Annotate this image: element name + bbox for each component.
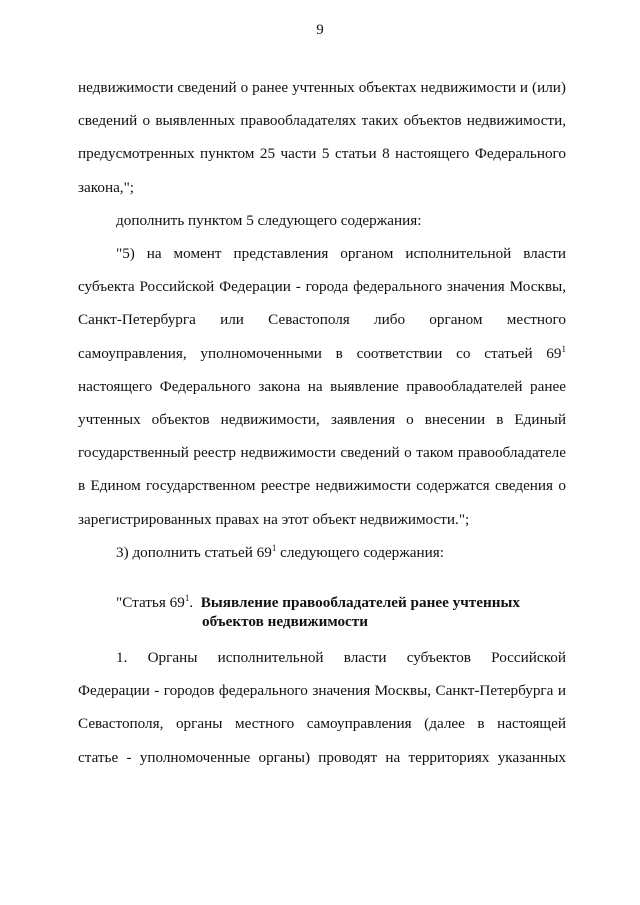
text-line: 1. Органы исполнительной власти субъектов Российской: [116, 649, 566, 666]
text-line: статье - уполномоченные органы) проводят на территориях указанных: [78, 748, 566, 766]
text-line: [78, 337, 566, 370]
superscript: 1: [561, 343, 566, 354]
text-line: зарегистрированных правах на этот объект недвижимости.";: [78, 510, 470, 528]
text-line: сведений о выявленных правообладателях таких объектов недвижимости,: [78, 112, 566, 130]
text-line: Санкт-Петербурга или Севастополя либо органом местного: [78, 311, 566, 329]
article-title-line2: объектов недвижимости: [202, 613, 369, 630]
page-number: 9: [316, 22, 324, 38]
text-fragment: следующего содержания:: [276, 543, 444, 561]
text-fragment: самоуправления, уполномоченными в соответствии со статьей 69: [78, 344, 562, 362]
article-title-line1: Выявление правообладателей ранее учтенных: [200, 594, 520, 611]
superscript: 1: [184, 592, 190, 603]
text-line: недвижимости сведений о ранее учтенных объектах недвижимости и (или): [78, 79, 566, 96]
article-body: [78, 641, 566, 774]
text-line: государственный реестр недвижимости сведений о таком правообладателе: [78, 444, 566, 462]
text-line: учтенных объектов недвижимости, заявления о внесении в Единый: [78, 411, 566, 429]
text-line: "5) на момент представления органом исполнительной власти: [116, 245, 566, 263]
text-fragment: 3) дополнить статьей 69: [116, 543, 272, 561]
article-prefix: "Статья 69: [116, 594, 185, 611]
text-line: предусмотренных пунктом 25 части 5 статьи 8 настоящего Федерального: [78, 145, 566, 163]
text-line: в Едином государственном реестре недвижимости содержатся сведения о: [78, 477, 566, 495]
text-line: настоящего Федерального закона на выявление правообладателей ранее: [78, 377, 566, 395]
text-line: Севастополя, органы местного самоуправления (далее в настоящей: [78, 715, 566, 733]
paragraph-add-item5: дополнить пунктом 5 следующего содержания:: [116, 211, 422, 229]
superscript: 1: [271, 542, 277, 553]
article-heading: "Статья $69^1$. Выявление правообладателей ранее учтенных объектов недвижимости: [116, 593, 566, 631]
paragraph-3: [78, 536, 566, 569]
document-body: [78, 71, 566, 569]
text-line: закона,";: [78, 178, 135, 196]
text-line: субъекта Российской Федерации - города федерального значения Москвы,: [78, 278, 566, 296]
text-line: Федерации - городов федерального значения Москвы, Санкт-Петербурга и: [78, 682, 566, 700]
